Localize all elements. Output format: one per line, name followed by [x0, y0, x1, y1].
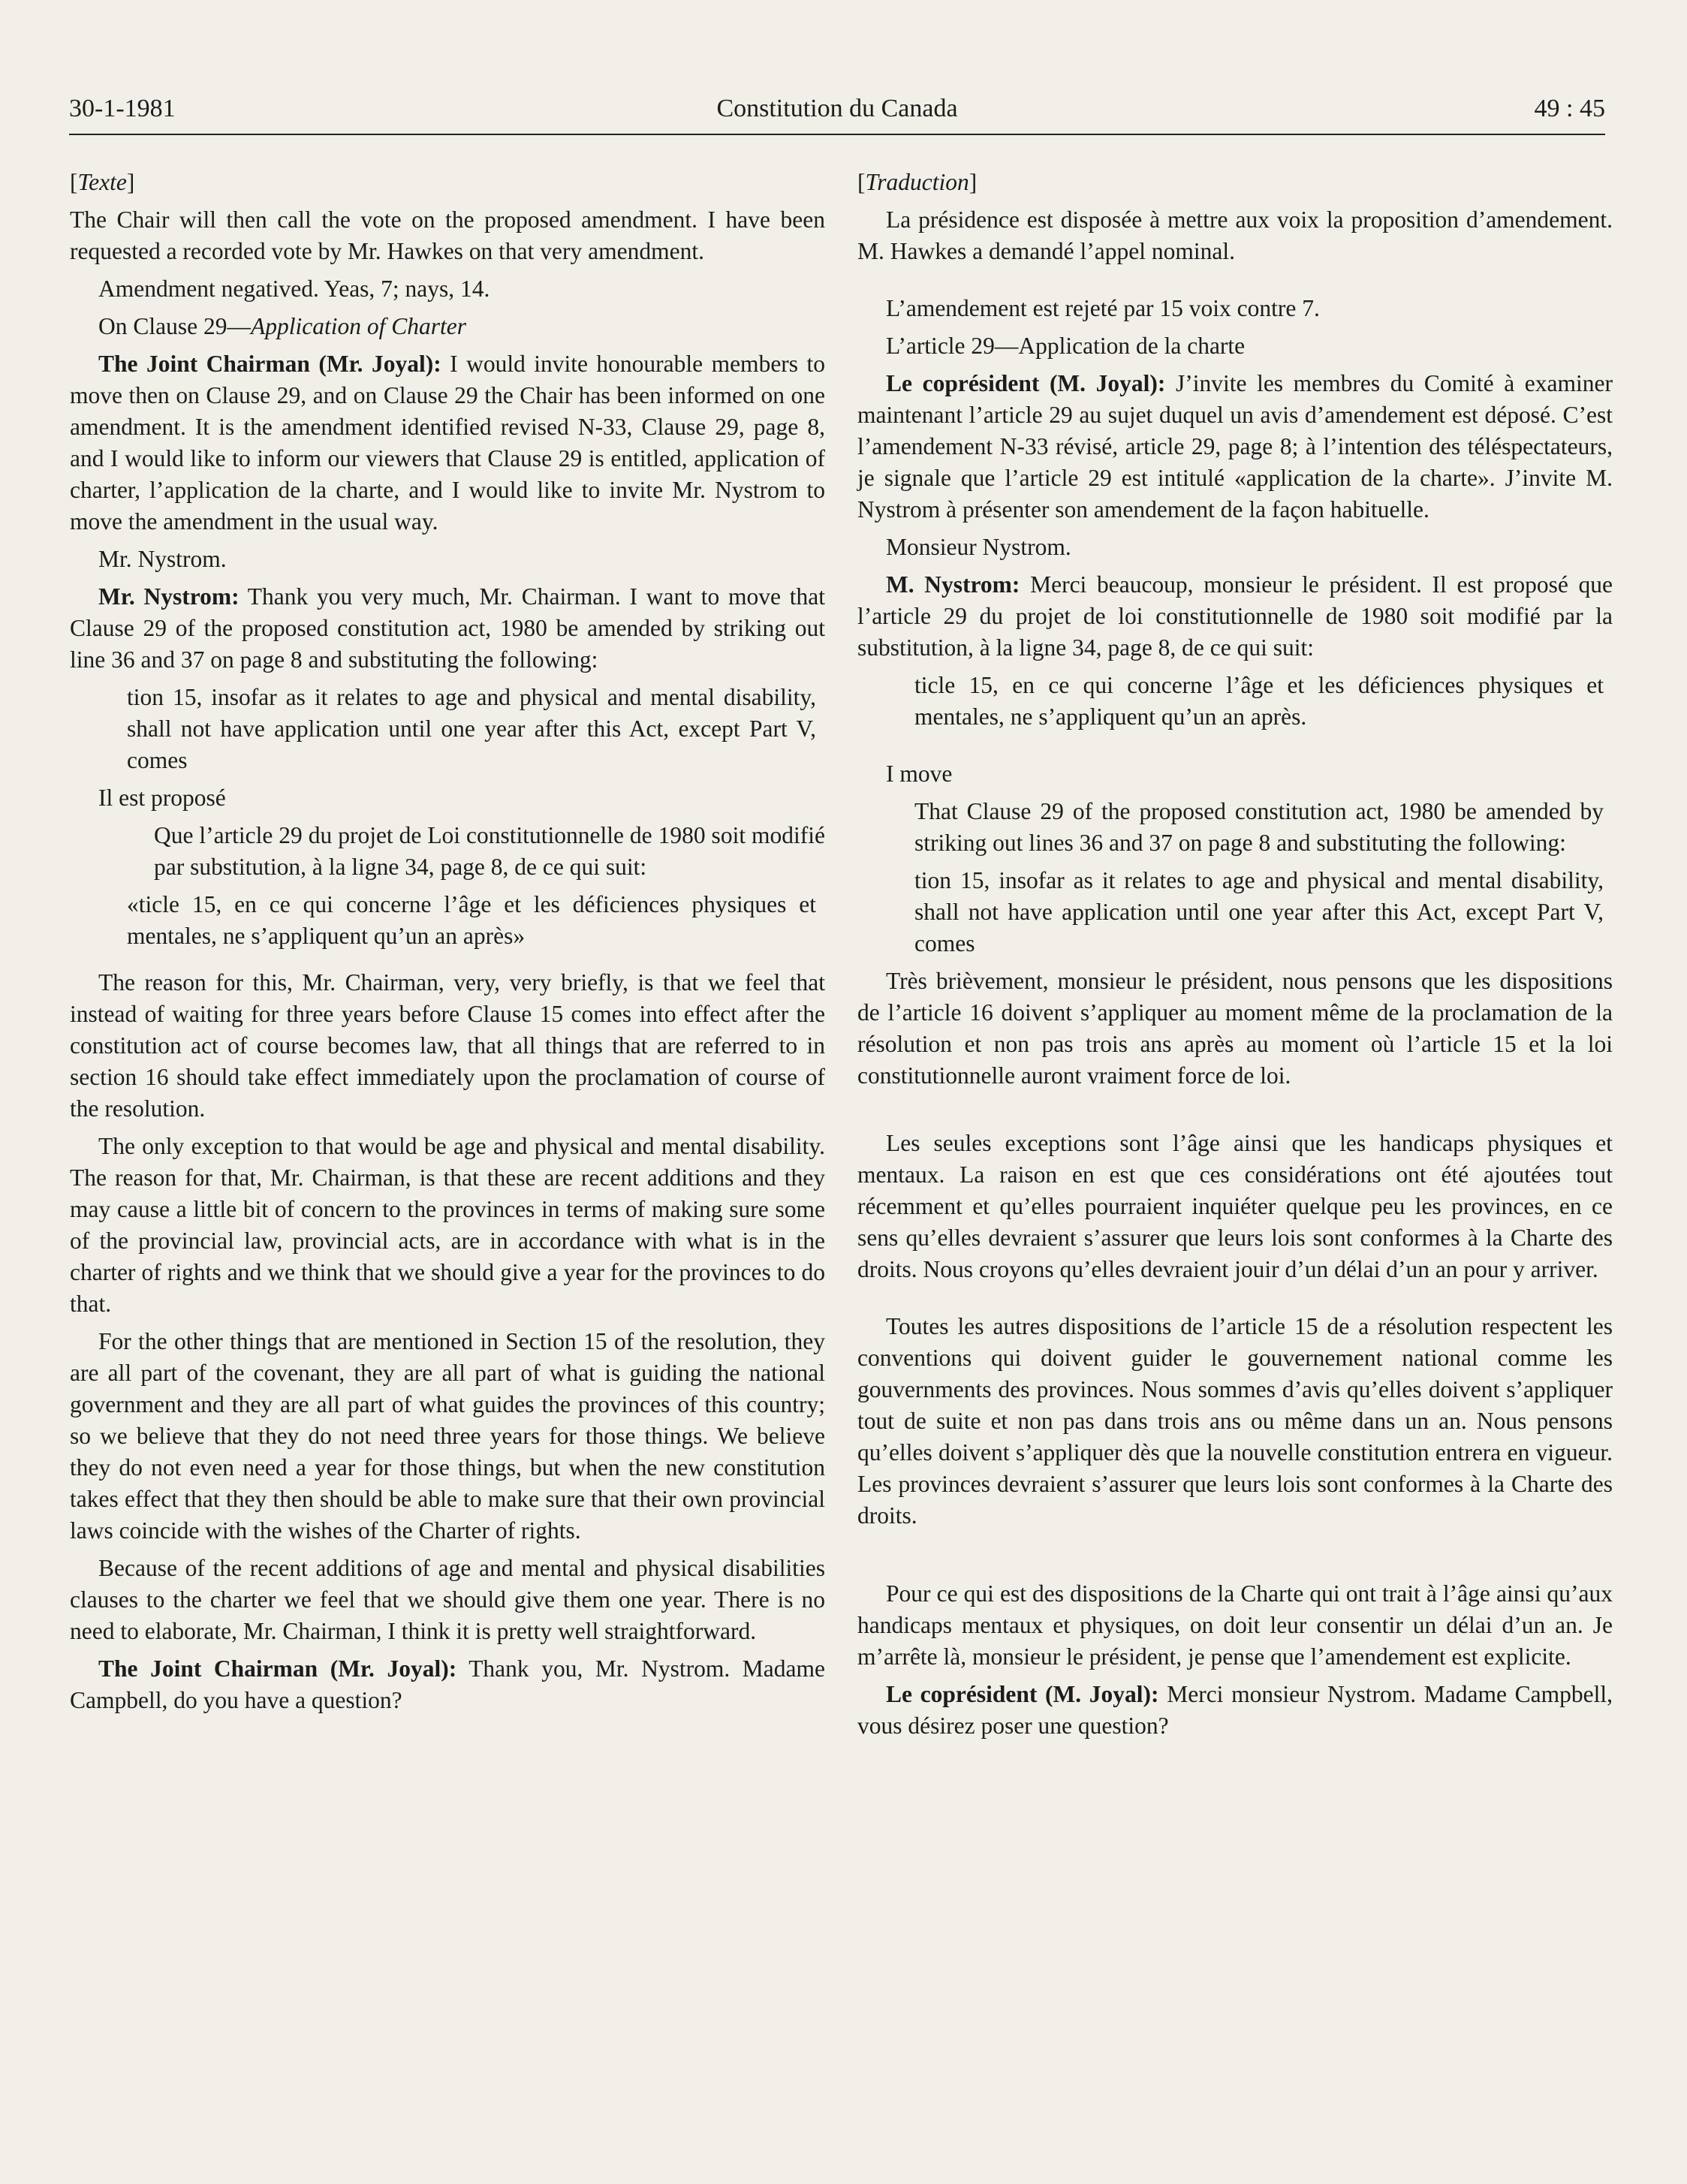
header-date: 30-1-1981 — [69, 95, 176, 122]
clause-heading-prefix: On Clause 29— — [98, 313, 251, 339]
paragraph: For the other things that are mentioned in Section 15 of the resolution, they are all part of the covenant, they are all part of what is guiding the national government and they are all part of what guides the provinces of this country; so we believe that they do not need three years for those things. We believe they do not even need a year for those things, but when the new constitution takes effect that they then should be able to make sure that their own provincial laws coincide with the wishes of the Charter of rights. — [70, 1328, 825, 1544]
running-header — [69, 95, 1605, 135]
speaker-name: Le coprésident (M. Joyal): — [886, 1681, 1159, 1707]
motion-quote: That Clause 29 of the proposed constitution act, 1980 be amended by striking out lines 36 and 37 on page 8 and substituting the following: — [914, 798, 1604, 856]
english-column — [70, 167, 825, 1722]
amendment-quote: tion 15, insofar as it relates to age and physical and mental disability, shall not have application until one year after this Act, except Part V, comes — [127, 684, 816, 773]
header-page-number: 49 : 45 — [1534, 95, 1605, 122]
paragraph: Très brièvement, monsieur le président, nous pensons que les dispositions de l’article 16 doivent s’appliquer au moment même de la proclamation de la résolution et non pas trois ans après au moment où l’article 15 et la loi constitutionnelle auront vraiment force de loi. — [857, 968, 1613, 1089]
speech-text: Thank you very much, Mr. Chairman. I want to move that Clause 29 of the proposed constitution act, 1980 be amended by striking out line 36 and 37 on page 8 and substituting the following: — [70, 583, 825, 673]
paragraph: Mr. Nystrom. — [98, 546, 227, 572]
paragraph: Il est proposé — [98, 785, 226, 811]
section-label-text: Texte — [77, 169, 127, 195]
speaker-name: M. Nystrom: — [886, 571, 1020, 598]
speech-paragraph — [70, 581, 825, 676]
clause-heading: L’article 29—Application de la charte — [886, 333, 1246, 359]
speech-paragraph — [857, 569, 1613, 664]
paragraph: The reason for this, Mr. Chairman, very, very briefly, is that we feel that instead of waiting for three years before Clause 15 comes into effect after the constitution act of course becomes law, that all things that are referred to in section 16 should take effect immediately upon the proclamation of course of the resolution. — [70, 969, 825, 1122]
paragraph: La présidence est disposée à mettre aux voix la proposition d’amendement. M. Hawkes a demandé l’appel nominal. — [857, 206, 1613, 264]
paragraph: Monsieur Nystrom. — [886, 534, 1071, 560]
amendment-quote: «ticle 15, en ce qui concerne l’âge et les déficiences physiques et mentales, ne s’appliquent qu’un an après» — [127, 891, 816, 949]
speech-paragraph — [70, 348, 825, 538]
speaker-name: The Joint Chairman (Mr. Joyal): — [98, 1655, 457, 1682]
amendment-quote: tion 15, insofar as it relates to age and physical and mental disability, shall not have application until one year after this Act, except Part V, comes — [914, 867, 1604, 956]
speech-text: I would invite honourable members to move then on Clause 29, and on Clause 29 the Chair has been informed on one amendment. It is the amendment identified revised N-33, Clause 29, page 8, and I would like to inform our viewers that Clause 29 is entitled, application of charter, l’application de la charte, and I would like to invite Mr. Nystrom to move the amendment in the usual way. — [70, 351, 825, 535]
speech-text: J’invite les membres du Comité à examiner maintenant l’article 29 au sujet duquel un avis d’amendement est déposé. C’est l’amendement N-33 révisé, article 29, page 8; à l’intention des téléspectateurs, je signale que l’article 29 est intitulé «application de la charte». J’invite M. Nystrom à présenter son amendement de la façon habituelle. — [857, 370, 1613, 523]
french-column — [857, 167, 1613, 1748]
paragraph: I move — [886, 761, 953, 787]
paragraph: L’amendement est rejeté par 15 voix contre 7. — [886, 295, 1320, 321]
paragraph: The only exception to that would be age and physical and mental disability. The reason for that, Mr. Chairman, is that these are recent additions and they may cause a little bit of concern to the provinces in terms of making sure some of the provincial law, provincial acts, are in accordance with what is in the charter of rights and we think that we should give a year for the provinces to do that. — [70, 1133, 825, 1317]
speech-text: Merci monsieur Nystrom. Madame Campbell, vous désirez poser une question? — [857, 1681, 1613, 1739]
speech-text: Thank you, Mr. Nystrom. Madame Campbell, do you have a question? — [70, 1655, 825, 1713]
clause-heading-title: Application of Charter — [250, 313, 466, 339]
paragraph: Because of the recent additions of age and mental and physical disabilities clauses to the charter we feel that we should give them one year. There is no need to elaborate, Mr. Chairman, I think it is pretty well straightforward. — [70, 1555, 825, 1644]
section-label: [Traduction] — [857, 169, 978, 195]
paragraph: Amendment negatived. Yeas, 7; nays, 14. — [98, 276, 490, 302]
paragraph: Toutes les autres dispositions de l’article 15 de a résolution respectent les conventions qui doivent guider le gouvernement national comme les gouvernments des provinces. Nous sommes d’avis qu’elles doivent s’appliquer tout de suite et non pas dans trois ans ou même dans un an. Nous pensons qu’elles doivent s’appliquer dès que la nouvelle constitution entrera en vigueur. Les provinces devraient s’assurer que leurs lois sont conformes à la Charte des droits. — [857, 1313, 1613, 1529]
section-label: [Texte] — [70, 169, 135, 195]
paragraph: Pour ce qui est des dispositions de la Charte qui ont trait à l’âge ainsi qu’aux handicaps mentaux et physiques, on doit leur consentir un délai d’un an. Je m’arrête là, monsieur le président, je pense que l’amendement est explicite. — [857, 1580, 1613, 1670]
speaker-name: Le coprésident (M. Joyal): — [886, 370, 1166, 396]
speech-paragraph — [70, 1653, 825, 1716]
paragraph: The Chair will then call the vote on the proposed amendment. I have been requested a recorded vote by Mr. Hawkes on that very amendment. — [70, 206, 825, 264]
speech-text: Merci beaucoup, monsieur le président. Il est proposé que l’article 29 du projet de loi constitutionnelle de 1980 soit modifié par la substitution, à la ligne 34, page 8, de ce qui suit: — [857, 571, 1613, 661]
speech-paragraph — [857, 1679, 1613, 1742]
section-label-text: Traduction — [865, 169, 969, 195]
clause-heading — [70, 311, 825, 342]
paragraph: Les seules exceptions sont l’âge ainsi que les handicaps physiques et mentaux. La raison en est que ces considérations ont été ajoutées tout récemment et qu’elles pourraient inquiéter quelque peu les provinces, en ce sens qu’elles devraient s’assurer que leurs lois sont conformes à la Charte des droits. Nous croyons qu’elles devraient jouir d’un délai d’un an pour y arriver. — [857, 1130, 1613, 1282]
speech-paragraph — [857, 368, 1613, 526]
amendment-quote: ticle 15, en ce qui concerne l’âge et les déficiences physiques et mentales, ne s’appliquent qu’un an après. — [914, 672, 1604, 730]
motion-quote: Que l’article 29 du projet de Loi constitutionnelle de 1980 soit modifié par substitution, à la ligne 34, page 8, de ce qui suit: — [154, 822, 825, 880]
speaker-name: The Joint Chairman (Mr. Joyal): — [98, 351, 441, 377]
speaker-name: Mr. Nystrom: — [98, 583, 239, 610]
header-title: Constitution du Canada — [716, 95, 958, 122]
